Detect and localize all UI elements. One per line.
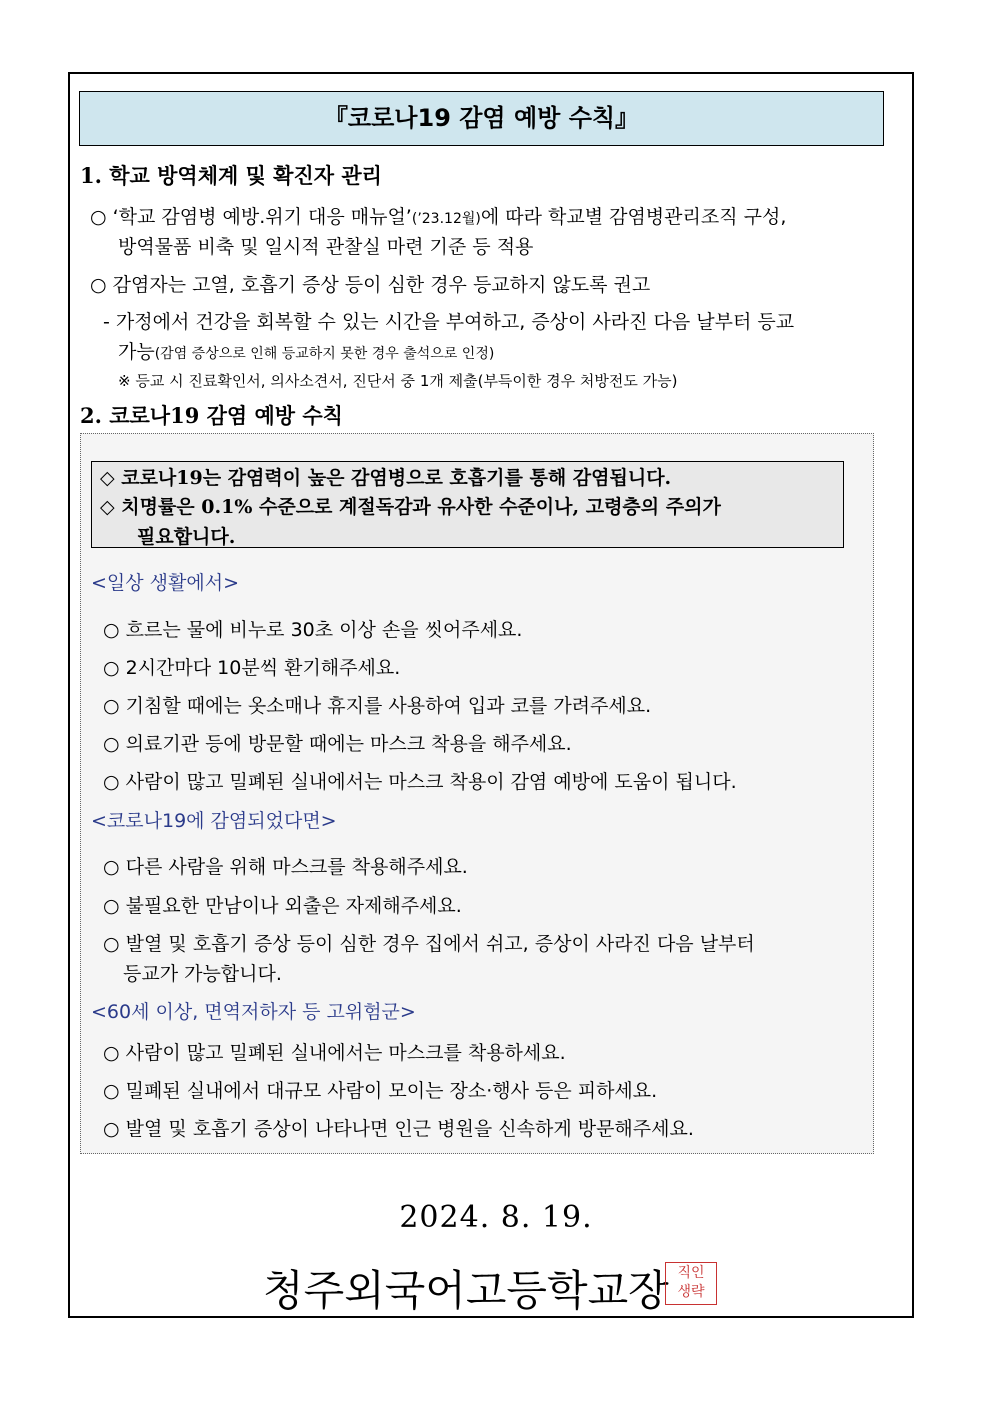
key-fact-2a: ◇ 치명률은 0.1% 수준으로 계절독감과 유사한 수준이나, 고령층의 주의가 xyxy=(100,496,721,518)
key-fact-1: ◇ 코로나19는 감염력이 높은 감염병으로 호흡기를 통해 감염됩니다. xyxy=(100,467,672,489)
section1-line1a xyxy=(90,202,786,229)
list-item-continuation: 등교가 가능합니다. xyxy=(123,963,282,985)
section1-line1a-post: 에 따라 학교별 감염병관리조직 구성, xyxy=(480,206,787,228)
section1-line1b: 방역물품 비축 및 일시적 관찰실 마련 기준 등 적용 xyxy=(118,236,534,258)
group-title-daily: <일상 생활에서> xyxy=(91,572,240,594)
list-item: ○ 밀폐된 실내에서 대규모 사람이 모이는 장소·행사 등은 피하세요. xyxy=(103,1080,658,1102)
section1-line3b xyxy=(118,337,494,364)
signature: 청주외국어고등학교장 xyxy=(263,1266,669,1315)
list-item: ○ 흐르는 물에 비누로 30초 이상 손을 씻어주세요. xyxy=(103,619,523,641)
section2-heading: 2. 코로나19 감염 예방 수칙 xyxy=(80,403,343,428)
list-item: ○ 불필요한 만남이나 외출은 자제해주세요. xyxy=(103,895,462,917)
list-item: ○ 기침할 때에는 옷소매나 휴지를 사용하여 입과 코를 가려주세요. xyxy=(103,695,652,717)
section1-line3b-main: 가능 xyxy=(118,341,155,363)
seal-line-2: 생략 xyxy=(677,1284,705,1300)
section1-line2: ○ 감염자는 고열, 호흡기 증상 등이 심한 경우 등교하지 않도록 권고 xyxy=(90,274,651,296)
section1-heading: 1. 학교 방역체계 및 확진자 관리 xyxy=(80,163,382,188)
section1-line3b-small: (감염 증상으로 인해 등교하지 못한 경우 출석으로 인정) xyxy=(154,346,495,362)
list-item: ○ 사람이 많고 밀폐된 실내에서는 마스크 착용이 감염 예방에 도움이 됩니다. xyxy=(103,771,737,793)
list-item: ○ 다른 사람을 위해 마스크를 착용해주세요. xyxy=(103,856,468,878)
document-title: 『코로나19 감염 예방 수칙』 xyxy=(79,91,884,146)
seal-stamp xyxy=(665,1262,717,1305)
group-title-infected: <코로나19에 감염되었다면> xyxy=(91,810,337,832)
document-date: 2024. 8. 19. xyxy=(399,1200,593,1235)
list-item: ○ 의료기관 등에 방문할 때에는 마스크 착용을 해주세요. xyxy=(103,733,572,755)
list-item: ○ 2시간마다 10분씩 환기해주세요. xyxy=(103,657,401,679)
list-item: ○ 발열 및 호흡기 증상 등이 심한 경우 집에서 쉬고, 증상이 사라진 다음 날부터 xyxy=(103,933,755,955)
seal-line-1: 직인 xyxy=(677,1265,705,1281)
list-item: ○ 발열 및 호흡기 증상이 나타나면 인근 병원을 신속하게 방문해주세요. xyxy=(103,1118,694,1140)
section1-line1a-small: (’23.12월) xyxy=(411,211,481,227)
section1-line3a: - 가정에서 건강을 회복할 수 있는 시간을 부여하고, 증상이 사라진 다음 날부터 등교 xyxy=(103,311,795,333)
group-title-high-risk: <60세 이상, 면역저하자 등 고위험군> xyxy=(91,1001,416,1023)
section1-line1a-pre: ○ ‘학교 감염병 예방.위기 대응 매뉴얼’ xyxy=(90,206,412,228)
list-item: ○ 사람이 많고 밀폐된 실내에서는 마스크를 착용하세요. xyxy=(103,1042,566,1064)
key-fact-2b: 필요합니다. xyxy=(137,526,236,548)
section1-note: ※ 등교 시 진료확인서, 의사소견서, 진단서 중 1개 제출(부득이한 경우 처방전도 가능) xyxy=(118,372,678,390)
